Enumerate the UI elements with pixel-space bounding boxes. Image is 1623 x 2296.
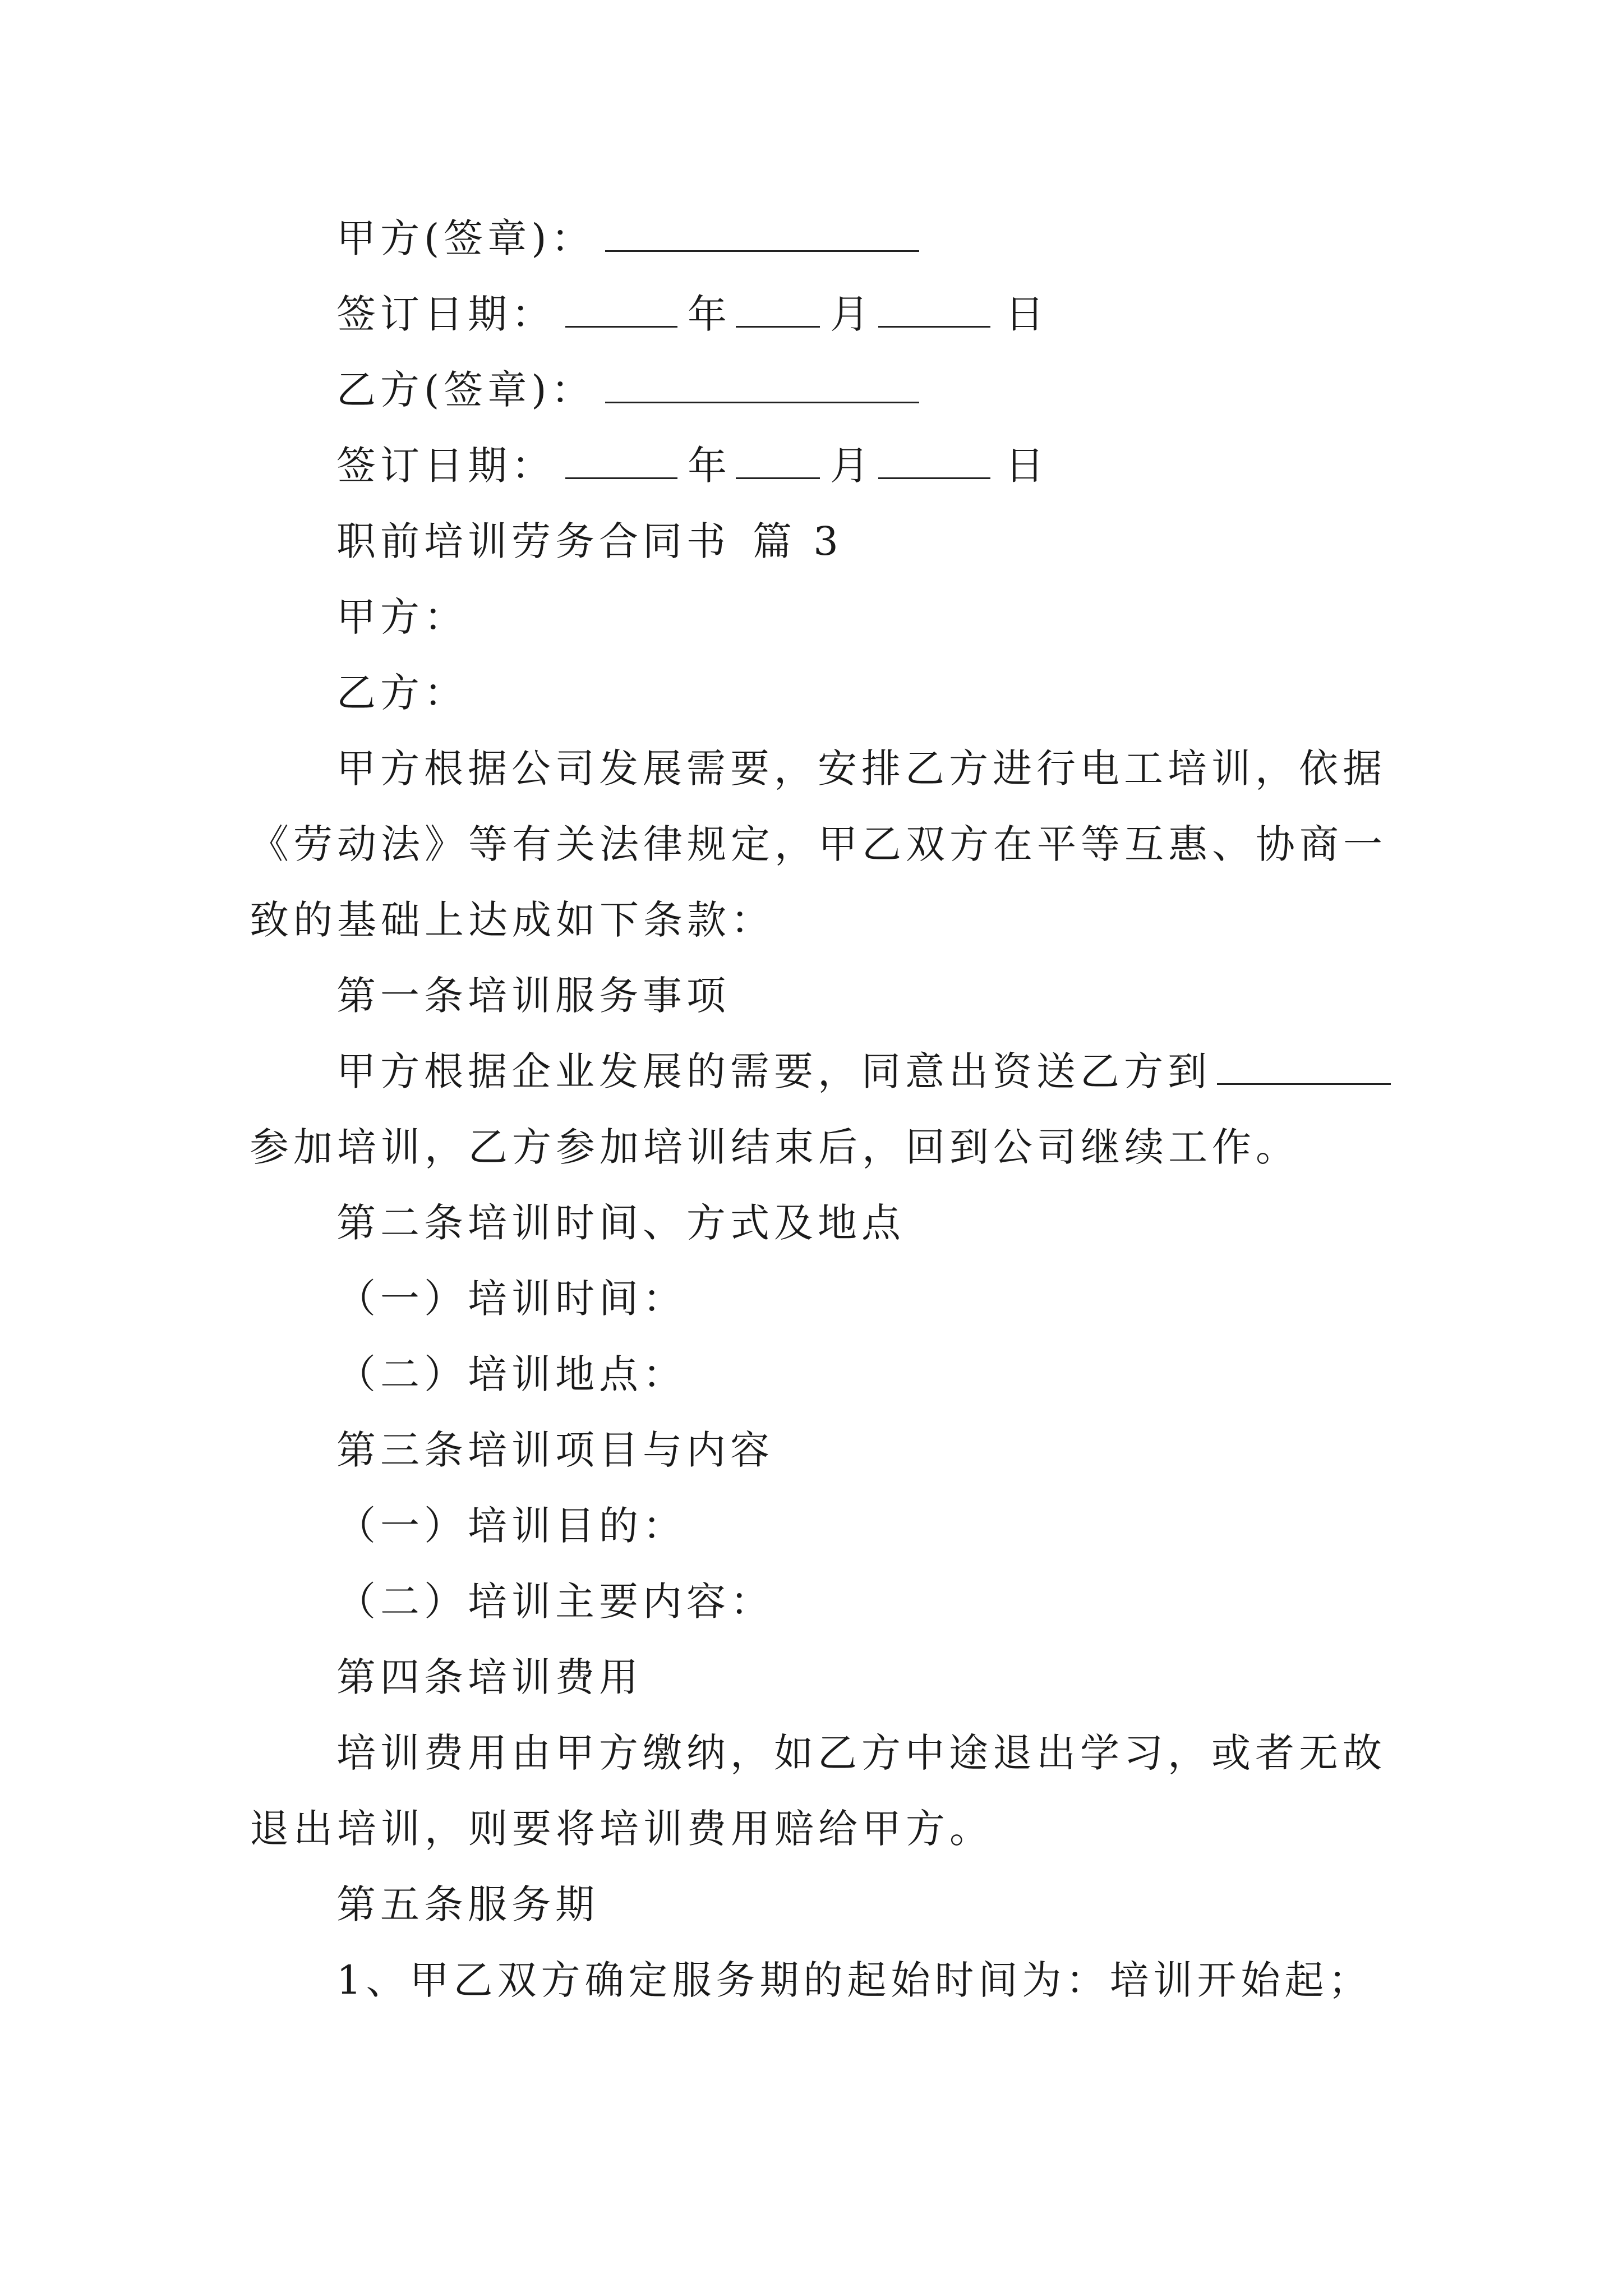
article-1-line-1 [336,1046,1481,1097]
party-b-date-line [336,440,1481,491]
article-4-line-2: 退出培训，则要将培训费用赔给甲方。 [250,1806,993,1852]
party-a-signature-label: 甲方(签章)： [336,215,595,261]
year-blank[interactable] [565,444,677,479]
article-2-item-2: （二）培训地点： [336,1351,686,1397]
training-location-blank[interactable] [1217,1050,1391,1085]
month-blank[interactable] [736,292,820,328]
day-blank[interactable] [878,292,990,328]
article-3-item-1: （一）培训目的： [336,1503,686,1549]
day-blank[interactable] [878,444,990,479]
article-1-title: 第一条培训服务事项 [336,973,730,1019]
contract-part: 篇 3 [753,518,843,564]
intro-paragraph-line-2: 《劳动法》等有关法律规定，甲乙双方在平等互惠、协商一 [250,821,1387,867]
article-2-title: 第二条培训时间、方式及地点 [336,1200,905,1246]
party-a-signature-line [336,213,1481,264]
party-b-line: 乙方： [336,670,468,716]
month-blank[interactable] [736,444,820,479]
year-label: 年 [688,443,731,489]
year-blank[interactable] [565,292,677,328]
article-4-line-1: 培训费用由甲方缴纳，如乙方中途退出学习，或者无故 [336,1730,1386,1776]
year-label: 年 [688,291,731,337]
date-label: 签订日期： [336,291,555,337]
party-a-line: 甲方： [336,594,468,640]
article-3-item-2: （二）培训主要内容： [336,1579,774,1625]
article-4-title: 第四条培训费用 [336,1654,643,1700]
contract-title [336,516,1481,567]
party-b-signature-line [336,365,1481,415]
intro-paragraph-line-3: 致的基础上达成如下条款： [250,897,774,943]
intro-paragraph-line-1: 甲方根据公司发展需要，安排乙方进行电工培训，依据 [336,746,1386,792]
day-label: 日 [1005,443,1049,489]
date-label: 签订日期： [336,443,555,489]
article-1-text: 甲方根据企业发展的需要，同意出资送乙方到 [336,1048,1211,1094]
article-5-title: 第五条服务期 [336,1881,599,1927]
party-b-signature-blank[interactable] [605,368,919,403]
contract-title-text: 职前培训劳务合同书 [336,518,730,564]
day-label: 日 [1005,291,1049,337]
article-1-line-2: 参加培训，乙方参加培训结束后，回到公司继续工作。 [250,1124,1299,1170]
article-5-line-1: 1、甲乙双方确定服务期的起始时间为：培训开始起； [336,1957,1372,2003]
article-2-item-1: （一）培训时间： [336,1276,686,1322]
party-a-signature-blank[interactable] [605,217,919,252]
month-label: 月 [830,443,874,489]
article-3-title: 第三条培训项目与内容 [336,1427,774,1473]
party-b-signature-label: 乙方(签章)： [336,367,595,413]
month-label: 月 [830,291,874,337]
party-a-date-line [336,289,1481,339]
